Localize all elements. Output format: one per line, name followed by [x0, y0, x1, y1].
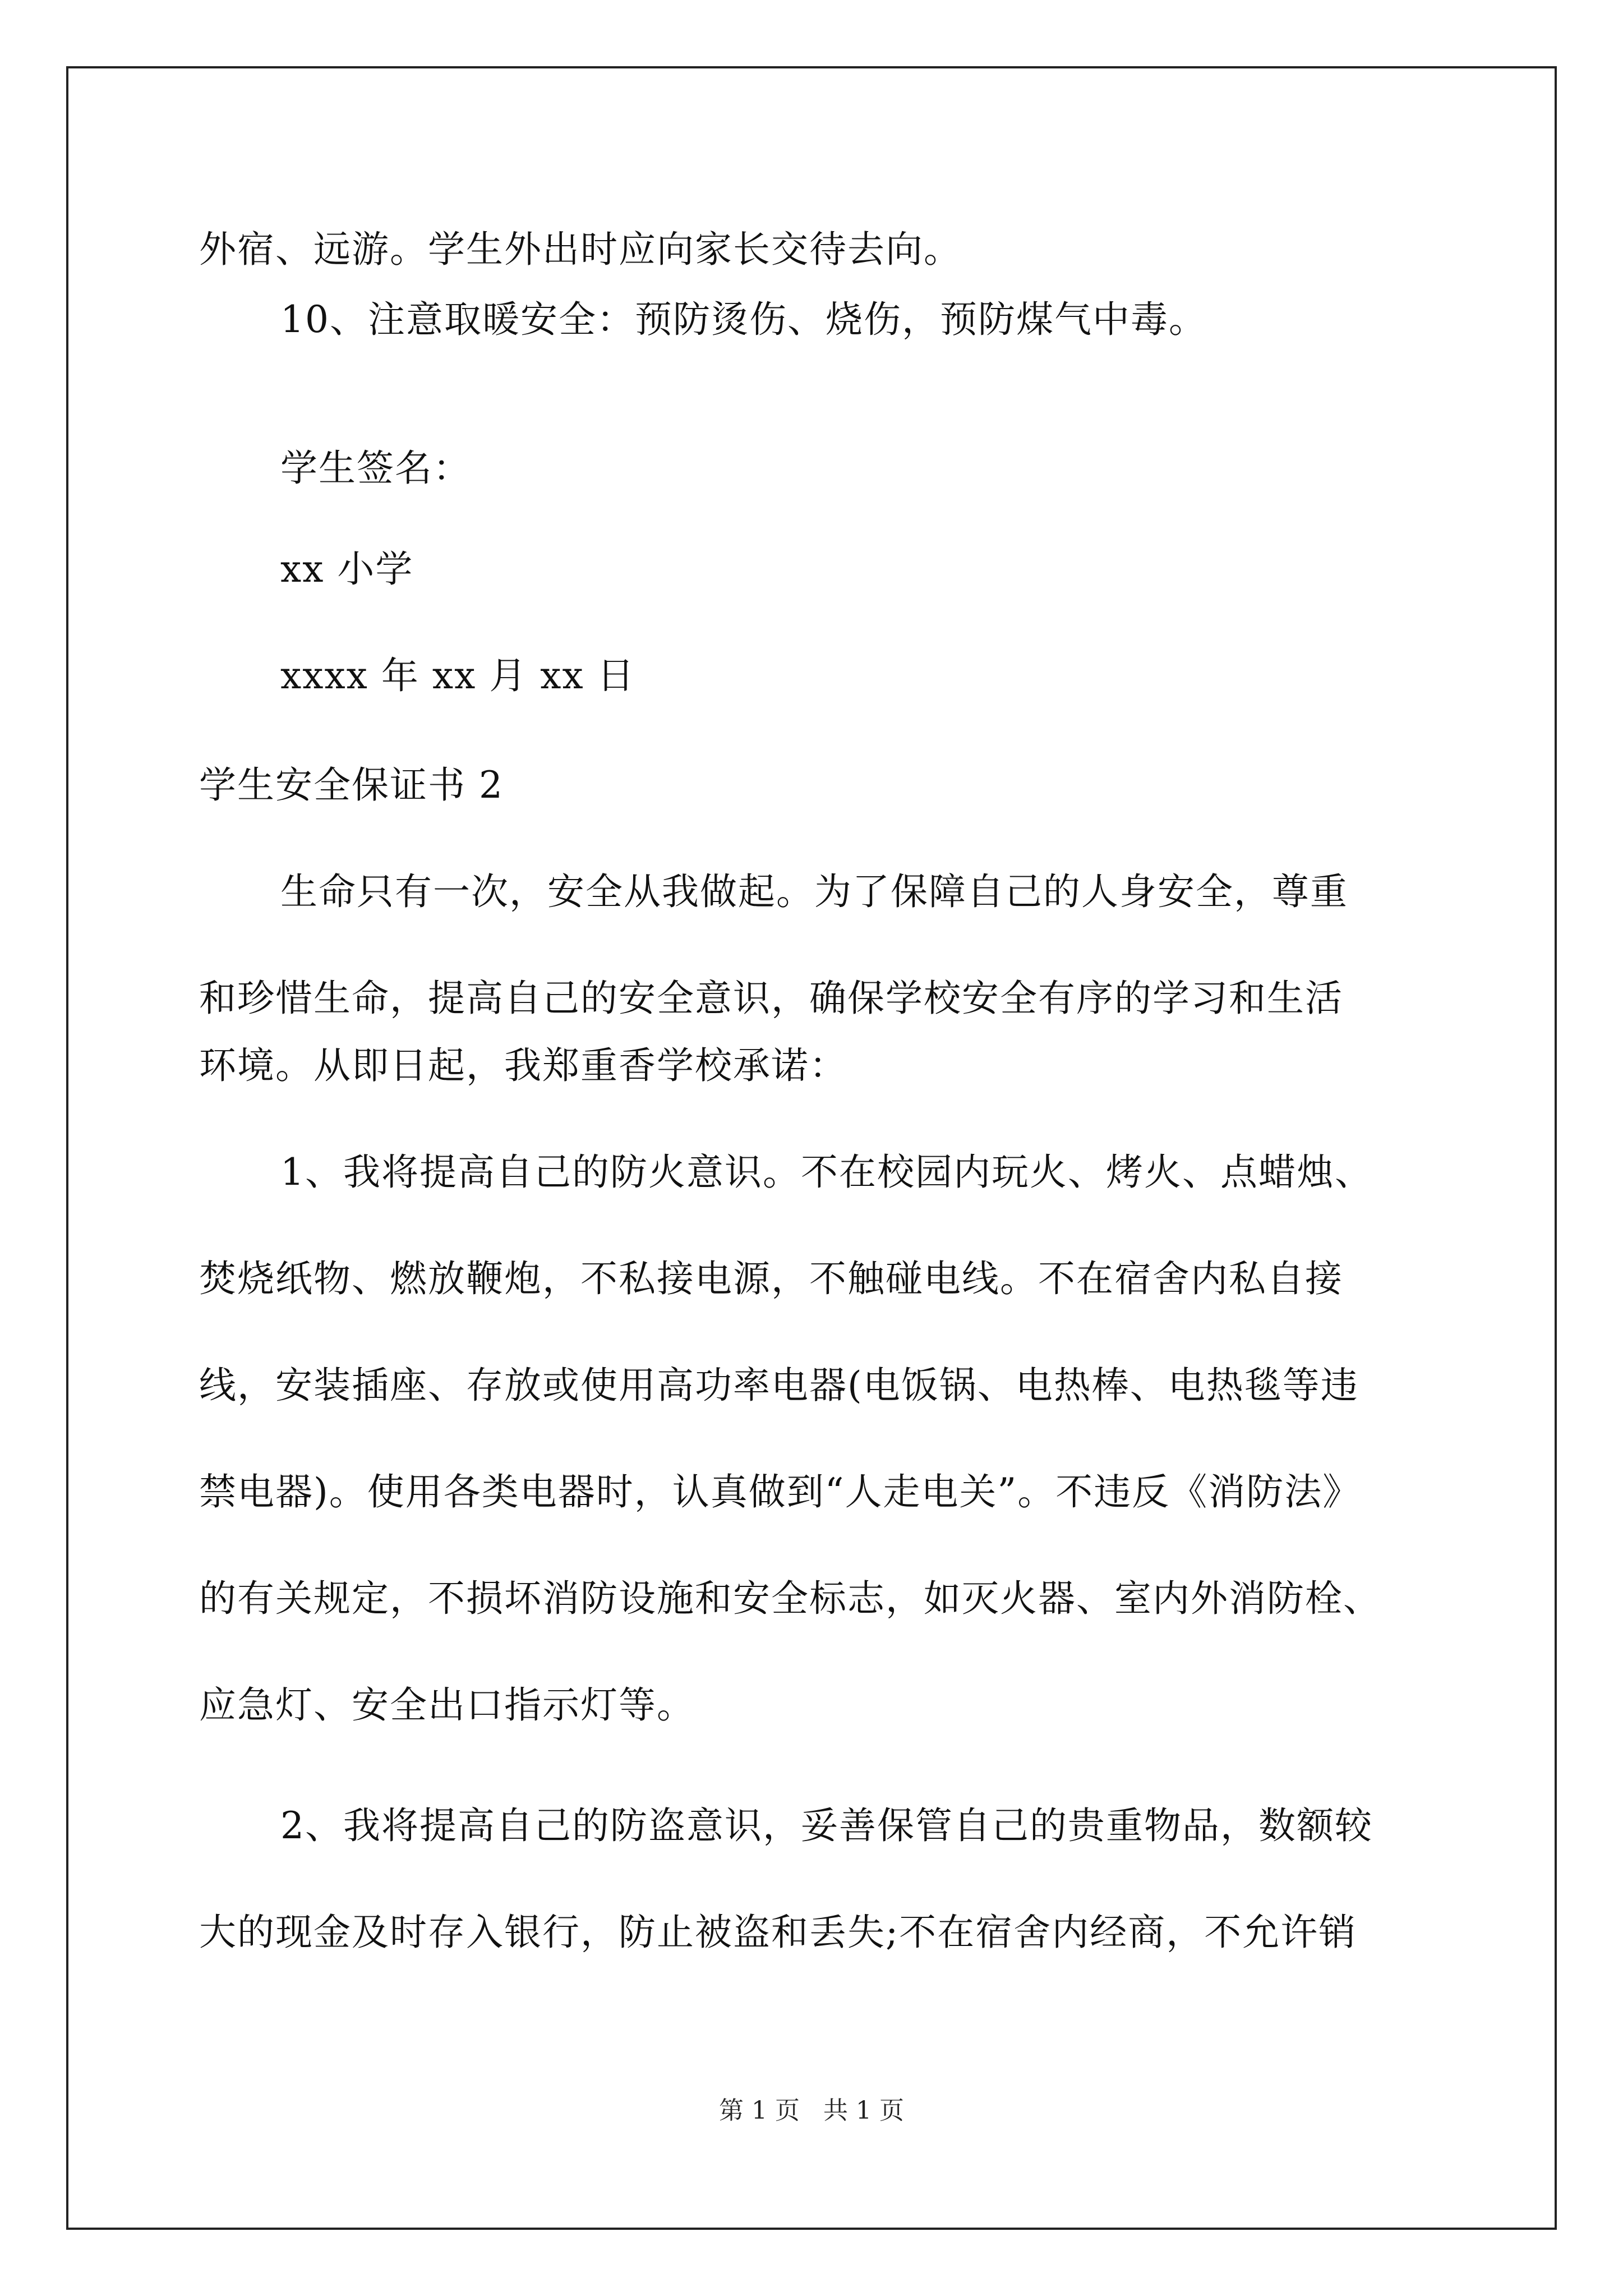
school-name: xx 小学 [280, 547, 414, 591]
body-line-1: 外宿、远游。学生外出时应向家长交待去向。 [199, 228, 962, 271]
body-line-9: 环境。从即日起，我郑重香学校承诺： [199, 1044, 847, 1087]
body-line-14: 的有关规定，不损坏消防设施和安全标志，如灭火器、室内外消防栓、 [199, 1577, 1381, 1620]
page-footer: 第 1 页 共 1 页 [719, 2096, 904, 2125]
body-line-11: 焚烧纸物、燃放鞭炮，不私接电源，不触碰电线。不在宿舍内私自接 [199, 1257, 1343, 1300]
body-line-8: 和珍惜生命，提高自己的安全意识，确保学校安全有序的学习和生活 [199, 977, 1343, 1020]
body-line-10: 1、我将提高自己的防火意识。不在校园内玩火、烤火、点蜡烛、 [280, 1151, 1373, 1194]
section-heading: 学生安全保证书 2 [199, 763, 504, 807]
page-border [66, 66, 1557, 2230]
body-line-12: 线，安装插座、存放或使用高功率电器(电饭锅、电热棒、电热毯等违 [199, 1364, 1359, 1407]
body-line-7: 生命只有一次，安全从我做起。为了保障自己的人身安全，尊重 [280, 870, 1348, 913]
document-date: xxxx 年 xx 月 xx 日 [280, 654, 635, 697]
body-line-17: 大的现金及时存入银行，防止被盗和丢失;不在宿舍内经商，不允许销 [199, 1911, 1357, 1954]
student-signature-label: 学生签名： [280, 447, 471, 490]
body-line-16: 2、我将提高自己的防盗意识，妥善保管自己的贵重物品，数额较 [280, 1804, 1373, 1847]
body-line-2: 10、注意取暖安全：预防烫伤、烧伤，预防煤气中毒。 [280, 298, 1207, 341]
body-line-13: 禁电器)。使用各类电器时，认真做到“人走电关”。不违反《消防法》 [199, 1470, 1361, 1513]
body-line-15: 应急灯、安全出口指示灯等。 [199, 1683, 695, 1727]
